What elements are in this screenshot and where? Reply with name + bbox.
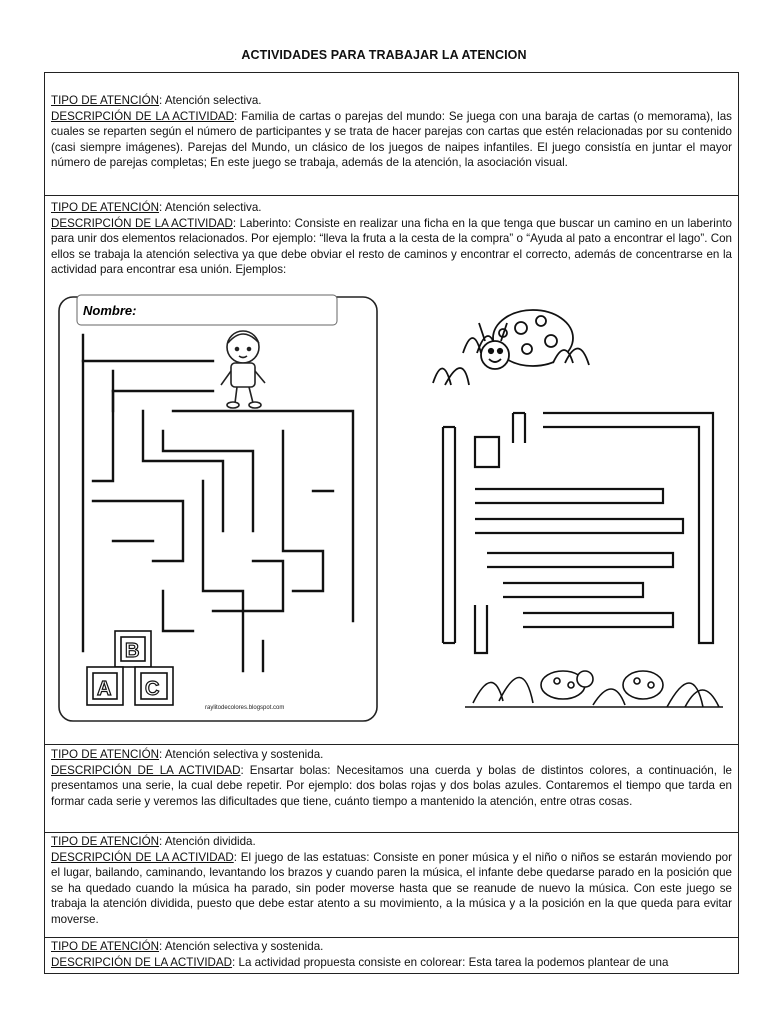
type-label: TIPO DE ATENCIÓN (51, 940, 160, 953)
maze-worksheet-2 (403, 293, 733, 733)
description-label: DESCRIPCIÓN DE LA ACTIVIDAD (51, 955, 233, 969)
activity-description: Laberinto: Consiste en realizar una ficha en la que tenga que buscar un camino en un laberinto para unir dos elementos relacionados. Por ejemplo: “lleva la fruta a la cesta de la compra” o “Ayuda al pato a encontrar el lago”. Con ellos se trabaja la atención selectiva ya que debe obviar el resto de caminos y encontrar el correcto, además de concentrarse en la actividad para encontrar esa unión. Ejemplos: (51, 216, 732, 277)
type-label: TIPO DE ATENCIÓN (51, 94, 160, 107)
attention-type: Atención selectiva y sostenida. (164, 940, 324, 953)
document-title: ACTIVIDADES PARA TRABAJAR LA ATENCION (241, 48, 527, 62)
activity-description: La actividad propuesta consiste en colorear: Esta tarea la podemos plantear de una (238, 955, 669, 969)
svg-text:Nombre:: Nombre: (83, 303, 137, 318)
svg-text:A: A (97, 678, 112, 700)
section-5: TIPO DE ATENCIÓN: Atención selectiva y sostenida. DESCRIPCIÓN DE LA ACTIVIDAD: La actividad propuesta consiste en colorear: Esta tarea la podemos plantear de una (45, 937, 738, 970)
activity-description: Ensartar bolas: Necesitamos una cuerda y bolas de distintos colores, a continuación, le presentamos una serie, la cual debe repetir. Por ejemplo: dos bolas rojas y dos bolas azules. Contaremos el tiempo que tarda en formar cada serie y veremos las dificultades que tiene, cuánto tiempo a mantenido la atención, entre otras cosas. (51, 763, 732, 808)
svg-text:B: B (125, 640, 140, 662)
maze-examples (45, 291, 738, 741)
section-4: TIPO DE ATENCIÓN: Atención dividida. DESCRIPCIÓN DE LA ACTIVIDAD: El juego de las estatuas: Consiste en poner música y el niño o niños se estarán moviendo por el lugar, bailando, caminando, levantando los brazos y cuando paren la música, el infante debe quedarse parado en la posición que se ha quedado cuando la música ha parado, sin poder moverse hasta que se reanude de nuevo la música. Con este juego se trabaja la atención dividida, puesto que debe estar atento a su movimiento, a la música y a la posición en la que queda para evitar moverse. (45, 832, 738, 928)
attention-type: Atención selectiva. (164, 201, 262, 214)
type-label: TIPO DE ATENCIÓN (51, 201, 160, 214)
ladybugs-grass-icon (465, 671, 723, 707)
section-2: TIPO DE ATENCIÓN: Atención selectiva. DESCRIPCIÓN DE LA ACTIVIDAD: Laberinto: Consiste en realizar una ficha en la que tenga que buscar un camino en un laberinto para unir dos elementos relacionados. Por ejemplo: “lleva la fruta a la cesta de la compra” o “Ayuda al pato a encontrar el lago”. Con ellos se trabaja la atención selectiva ya que debe obviar el resto de caminos y encontrar el correcto, además de concentrarse en la actividad para encontrar esa unión. Ejemplos: (45, 195, 738, 278)
type-label: TIPO DE ATENCIÓN (51, 835, 160, 848)
maze-credit: raylitodecolores.blogspot.com (205, 705, 285, 711)
description-label: DESCRIPCIÓN DE LA ACTIVIDAD (51, 109, 235, 123)
attention-type: Atención dividida. (164, 835, 256, 848)
svg-text:C: C (145, 678, 160, 700)
description-label: DESCRIPCIÓN DE LA ACTIVIDAD (51, 850, 234, 864)
description-label: DESCRIPCIÓN DE LA ACTIVIDAD (51, 763, 241, 777)
maze-2-walls (443, 413, 713, 653)
activity-description: Familia de cartas o parejas del mundo: Se juega con una baraja de cartas (o memorama), las cuales se reparten según el número de participantes y se trata de hacer parejas con cartas que estén relacionadas por su contenido (casi siempre imágenes). Parejas del Mundo, un clásico de los juegos de naipes infantiles. El juego consistía en juntar el mayor número de parejas completas; En este juego se trabaja, además de la atención, la asociación visual. (51, 109, 732, 170)
maze-worksheet-1 (53, 291, 393, 727)
activities-table (44, 72, 739, 974)
ladybug-icon (433, 310, 589, 385)
section-1: TIPO DE ATENCIÓN: Atención selectiva. DESCRIPCIÓN DE LA ACTIVIDAD: Familia de cartas o parejas del mundo: Se juega con una baraja de cartas (o memorama), las cuales se reparten según el número de participantes y se trata de hacer parejas con cartas que estén relacionadas por su contenido (casi siempre imágenes). Parejas del Mundo, un clásico de los juegos de naipes infantiles. El juego consistía en juntar el mayor número de parejas completas; En este juego se trabaja, además de la atención, la asociación visual. (51, 94, 732, 170)
description-label: DESCRIPCIÓN DE LA ACTIVIDAD (51, 216, 233, 230)
section-3: TIPO DE ATENCIÓN: Atención selectiva y sostenida. DESCRIPCIÓN DE LA ACTIVIDAD: Ensartar bolas: Necesitamos una cuerda y bolas de distintos colores, a continuación, le presentamos una serie, la cual debe repetir. Por ejemplo: dos bolas rojas y dos bolas azules. Contaremos el tiempo que tarda en formar cada serie y veremos las dificultades que tiene, cuánto tiempo a mantenido la atención, entre otras cosas. (45, 744, 738, 809)
type-label: TIPO DE ATENCIÓN (51, 748, 160, 761)
attention-type: Atención selectiva. (164, 94, 262, 107)
attention-type: Atención selectiva y sostenida. (164, 748, 324, 761)
activity-description: El juego de las estatuas: Consiste en poner música y el niño o niños se estarán moviendo por el lugar, bailando, caminando, levantando los brazos y cuando paren la música, el infante debe quedarse parado en la posición que se ha quedado cuando la música ha parado, sin poder moverse hasta que se reanude de nuevo la música. Con este juego se trabaja la atención dividida, puesto que debe estar atento a su movimiento, a la música y a la posición en la que queda para evitar moverse. (51, 850, 732, 926)
